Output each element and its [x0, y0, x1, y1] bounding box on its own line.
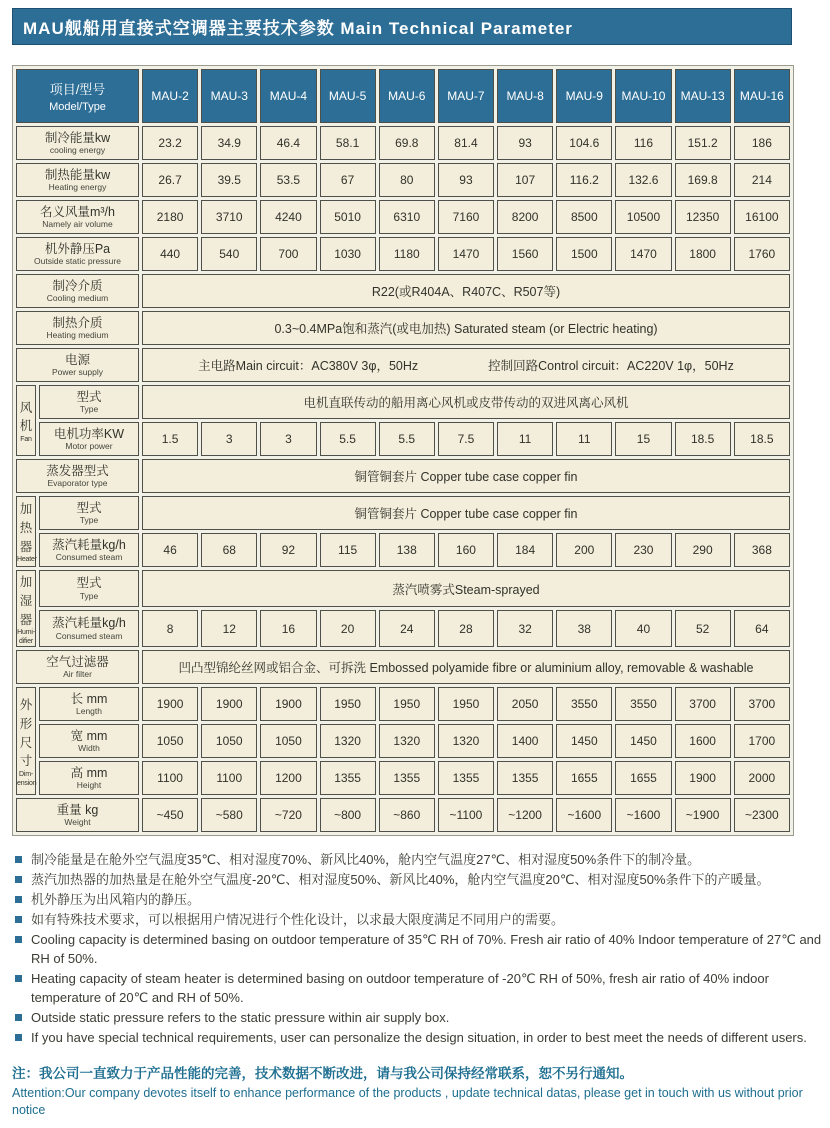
value-cell: 7160	[438, 200, 494, 234]
row-label-en: Outside static pressure	[34, 256, 121, 267]
table-row-cooling-medium	[16, 274, 790, 308]
heater-group-label	[16, 496, 36, 567]
value-cell: 67	[320, 163, 376, 197]
table-row-heating-medium	[16, 311, 790, 345]
row-label	[39, 385, 139, 419]
value-cell: 1050	[142, 724, 198, 758]
model-column-header: MAU-6	[379, 69, 435, 123]
value-cell: 540	[201, 237, 257, 271]
value-cell: 16100	[734, 200, 790, 234]
row-label-zh: 电机功率KW	[53, 426, 125, 441]
value-cell: 440	[142, 237, 198, 271]
value-cell: 290	[675, 533, 731, 567]
square-bullet-icon	[15, 975, 22, 982]
value-cell: 80	[379, 163, 435, 197]
note-text: 蒸汽加热器的加热量是在舱外空气温度-20℃、相对湿度50%、新风比40%，舱内空气温度20℃、相对湿度50%条件下的产暖量。	[31, 872, 770, 888]
footnotes	[12, 850, 822, 1047]
value-cell: 18.5	[675, 422, 731, 456]
value-cell: ~800	[320, 798, 376, 832]
value-cell: 169.8	[675, 163, 731, 197]
attention-note	[12, 1065, 818, 1120]
value-cell: 230	[615, 533, 671, 567]
value-cell: 10500	[615, 200, 671, 234]
note-text: Outside static pressure refers to the static pressure within air supply box.	[31, 1010, 450, 1026]
value-cell: 64	[734, 610, 790, 647]
value-cell: 1400	[497, 724, 553, 758]
value-cell: 1320	[320, 724, 376, 758]
value-cell: 4240	[260, 200, 316, 234]
value-cell: 3710	[201, 200, 257, 234]
row-label-en: Height	[76, 780, 102, 791]
merged-value-cell: 铜管铜套片 Copper tube case copper fin	[142, 459, 790, 493]
value-cell: 3	[260, 422, 316, 456]
value-cell: ~1100	[438, 798, 494, 832]
row-label-en: cooling energy	[49, 145, 106, 156]
value-cell: 1655	[556, 761, 612, 795]
value-cell: 1950	[379, 687, 435, 721]
value-cell: 3550	[556, 687, 612, 721]
power-main-circuit: 主电路Main circuit：AC380V 3φ，50Hz	[198, 359, 419, 373]
table-row-humidifier-steam	[16, 610, 790, 647]
square-bullet-icon	[15, 856, 22, 863]
attention-zh: 注：我公司一直致力于产品性能的完善，技术数据不断改进，请与我公司保持经常联系，恕不另行通知。	[12, 1066, 633, 1082]
group-label-en: Heater	[17, 556, 37, 564]
value-cell: 58.1	[320, 126, 376, 160]
note-item	[12, 890, 822, 909]
value-cell: 46.4	[260, 126, 316, 160]
model-column-header: MAU-4	[260, 69, 316, 123]
row-label-en: Namely air volume	[42, 219, 113, 230]
value-cell: 34.9	[201, 126, 257, 160]
value-cell: 1760	[734, 237, 790, 271]
note-item	[12, 1008, 822, 1027]
value-cell: 2000	[734, 761, 790, 795]
value-cell: 8200	[497, 200, 553, 234]
value-cell: 3	[201, 422, 257, 456]
row-label-en: Heating medium	[46, 330, 109, 341]
value-cell: 214	[734, 163, 790, 197]
value-cell: 8500	[556, 200, 612, 234]
row-label	[39, 724, 139, 758]
model-column-header: MAU-16	[734, 69, 790, 123]
square-bullet-icon	[15, 896, 22, 903]
value-cell: 1355	[379, 761, 435, 795]
value-cell: 93	[497, 126, 553, 160]
value-cell: 93	[438, 163, 494, 197]
value-cell: 23.2	[142, 126, 198, 160]
value-cell: 107	[497, 163, 553, 197]
table-row-heater-steam	[16, 533, 790, 567]
row-label-zh: 重量 kg	[56, 802, 99, 817]
row-label	[39, 761, 139, 795]
value-cell: ~1600	[556, 798, 612, 832]
row-label-zh: 机外静压Pa	[44, 241, 111, 256]
row-label-zh: 长 mm	[70, 691, 108, 706]
group-label-en2: difier	[19, 637, 33, 645]
group-label-zh: 风机	[19, 400, 33, 434]
model-column-header: MAU-3	[201, 69, 257, 123]
table-row-evaporator	[16, 459, 790, 493]
table-row-humidifier-type	[16, 570, 790, 607]
value-cell: 46	[142, 533, 198, 567]
merged-value-cell: 铜管铜套片 Copper tube case copper fin	[142, 496, 790, 530]
row-label-zh: 制冷介质	[52, 278, 103, 293]
value-cell: 15	[615, 422, 671, 456]
row-label-zh: 宽 mm	[70, 728, 108, 743]
value-cell: 1470	[438, 237, 494, 271]
value-cell: ~720	[260, 798, 316, 832]
value-cell: 1950	[438, 687, 494, 721]
value-cell: 20	[320, 610, 376, 647]
value-cell: 1900	[201, 687, 257, 721]
row-label	[16, 200, 139, 234]
model-column-header: MAU-7	[438, 69, 494, 123]
note-item	[12, 850, 822, 869]
value-cell: 1500	[556, 237, 612, 271]
corner-header	[16, 69, 139, 123]
square-bullet-icon	[15, 876, 22, 883]
merged-value-cell: 凹凸型锦纶丝网或铝合金、可拆洗 Embossed polyamide fibre or aluminium alloy, removable & washable	[142, 650, 790, 684]
value-cell: 11	[556, 422, 612, 456]
row-label	[16, 311, 139, 345]
attention-en: Attention:Our company devotes itself to enhance performance of the products , update technical datas, please get in touch with us without prior notice	[12, 1085, 803, 1118]
value-cell: 8	[142, 610, 198, 647]
value-cell: ~1600	[615, 798, 671, 832]
value-cell: 81.4	[438, 126, 494, 160]
value-cell: 11	[497, 422, 553, 456]
note-text: If you have special technical requirements, user can personalize the design situation, in order to best meet the needs of different users.	[31, 1030, 807, 1046]
value-cell: 1100	[201, 761, 257, 795]
row-label-en: Type	[79, 515, 99, 526]
note-text: Heating capacity of steam heater is determined basing on outdoor temperature of -20℃ RH of 50%, fresh air ratio of 40% indoor temperature of 20℃ and RH of 50%.	[31, 971, 769, 1006]
value-cell: 1900	[260, 687, 316, 721]
value-cell: 38	[556, 610, 612, 647]
row-label-en: Cooling medium	[46, 293, 109, 304]
value-cell: 1655	[615, 761, 671, 795]
value-cell: ~2300	[734, 798, 790, 832]
merged-value-cell: 0.3~0.4MPa饱和蒸汽(或电加热) Saturated steam (or Electric heating)	[142, 311, 790, 345]
row-label	[39, 687, 139, 721]
row-label	[16, 274, 139, 308]
table-row-heater-type	[16, 496, 790, 530]
row-label-zh: 制热能量kw	[44, 167, 111, 182]
value-cell: 3700	[675, 687, 731, 721]
model-column-header: MAU-13	[675, 69, 731, 123]
table-row-power-supply	[16, 348, 790, 382]
row-label	[39, 496, 139, 530]
value-cell: 1320	[379, 724, 435, 758]
params-table	[13, 66, 793, 835]
note-item	[12, 969, 822, 1007]
row-label-en: Power supply	[51, 367, 104, 378]
row-label	[16, 348, 139, 382]
group-label-zh: 加热器	[19, 502, 33, 554]
value-cell: 1900	[675, 761, 731, 795]
row-label-en: Consumed steam	[55, 552, 123, 563]
value-cell: 1355	[320, 761, 376, 795]
table-row-weight	[16, 798, 790, 832]
model-column-header: MAU-8	[497, 69, 553, 123]
value-cell: 53.5	[260, 163, 316, 197]
value-cell: 186	[734, 126, 790, 160]
value-cell: 1600	[675, 724, 731, 758]
corner-header-zh: 项目/型号	[49, 82, 106, 97]
value-cell: 7.5	[438, 422, 494, 456]
value-cell: 1950	[320, 687, 376, 721]
row-label	[39, 610, 139, 647]
value-cell: 12	[201, 610, 257, 647]
table-row-motor-power	[16, 422, 790, 456]
row-label-zh: 制冷能量kw	[44, 130, 111, 145]
value-cell: 1450	[556, 724, 612, 758]
value-cell: 368	[734, 533, 790, 567]
note-text: 如有特殊技术要求，可以根据用户情况进行个性化设计，以求最大限度满足不同用户的需要。	[31, 912, 565, 928]
merged-value-cell	[142, 348, 790, 382]
value-cell: 1050	[201, 724, 257, 758]
group-label-zh: 外形尺寸	[19, 698, 33, 769]
value-cell: ~450	[142, 798, 198, 832]
value-cell: 5.5	[320, 422, 376, 456]
row-label	[39, 570, 139, 607]
value-cell: 3700	[734, 687, 790, 721]
value-cell: 69.8	[379, 126, 435, 160]
table-row-cooling	[16, 126, 790, 160]
row-label	[16, 237, 139, 271]
value-cell: 1050	[260, 724, 316, 758]
model-column-header: MAU-5	[320, 69, 376, 123]
model-column-header: MAU-9	[556, 69, 612, 123]
value-cell: 104.6	[556, 126, 612, 160]
note-text: Cooling capacity is determined basing on outdoor temperature of 35℃ RH of 70%. Fresh air ratio of 40% Indoor temperature of 27℃ and RH of 50%.	[31, 932, 822, 967]
value-cell: 26.7	[142, 163, 198, 197]
value-cell: 5.5	[379, 422, 435, 456]
note-item	[12, 910, 822, 929]
value-cell: 1355	[497, 761, 553, 795]
row-label-en: Heating energy	[48, 182, 107, 193]
row-label-en: Weight	[64, 817, 91, 828]
row-label-zh: 型式	[76, 500, 102, 515]
table-row-air-filter	[16, 650, 790, 684]
table-row-static-pressure	[16, 237, 790, 271]
value-cell: ~860	[379, 798, 435, 832]
note-item	[12, 870, 822, 889]
note-item	[12, 1028, 822, 1047]
value-cell: 3550	[615, 687, 671, 721]
table-row-fan-type	[16, 385, 790, 419]
row-label	[39, 533, 139, 567]
row-label-zh: 型式	[76, 389, 102, 404]
table-row-air-volume	[16, 200, 790, 234]
row-label	[16, 459, 139, 493]
page-title: MAU舰船用直接式空调器主要技术参数 Main Technical Parameter	[12, 8, 792, 45]
row-label-zh: 型式	[76, 576, 102, 591]
value-cell: 68	[201, 533, 257, 567]
humidifier-group-label	[16, 570, 36, 647]
value-cell: 115	[320, 533, 376, 567]
value-cell: 1.5	[142, 422, 198, 456]
note-text: 制冷能量是在舱外空气温度35℃、相对湿度70%、新风比40%，舱内空气温度27℃、相对湿度50%条件下的制冷量。	[31, 852, 701, 868]
row-label-en: Width	[78, 743, 100, 754]
row-label-zh: 高 mm	[70, 765, 108, 780]
row-label-en: Type	[79, 590, 99, 601]
value-cell: 138	[379, 533, 435, 567]
header-row	[16, 69, 790, 123]
value-cell: 1800	[675, 237, 731, 271]
value-cell: 200	[556, 533, 612, 567]
value-cell: 1320	[438, 724, 494, 758]
group-label-en: Humi-	[17, 629, 35, 637]
row-label-zh: 蒸汽耗量kg/h	[52, 616, 126, 631]
row-label-zh: 空气过滤器	[46, 654, 109, 669]
value-cell: 1470	[615, 237, 671, 271]
row-label	[16, 650, 139, 684]
value-cell: 28	[438, 610, 494, 647]
value-cell: 151.2	[675, 126, 731, 160]
group-label-en2: ension	[17, 779, 37, 787]
row-label	[16, 126, 139, 160]
value-cell: 160	[438, 533, 494, 567]
table-row-length	[16, 687, 790, 721]
model-column-header: MAU-10	[615, 69, 671, 123]
value-cell: 2180	[142, 200, 198, 234]
row-label-zh: 名义风量m³/h	[39, 204, 115, 219]
row-label	[39, 422, 139, 456]
row-label-zh: 制热介质	[52, 315, 103, 330]
value-cell: 1100	[142, 761, 198, 795]
corner-header-en: Model/Type	[49, 101, 106, 113]
value-cell: ~1200	[497, 798, 553, 832]
value-cell: 6310	[379, 200, 435, 234]
group-label-en: Fan	[20, 436, 32, 444]
merged-value-cell: R22(或R404A、R407C、R507等)	[142, 274, 790, 308]
note-text: 机外静压为出风箱内的静压。	[31, 892, 201, 908]
value-cell: 1700	[734, 724, 790, 758]
value-cell: 1030	[320, 237, 376, 271]
value-cell: 40	[615, 610, 671, 647]
value-cell: 2050	[497, 687, 553, 721]
value-cell: 5010	[320, 200, 376, 234]
value-cell: 1900	[142, 687, 198, 721]
row-label-en: Consumed steam	[55, 630, 123, 641]
value-cell: 32	[497, 610, 553, 647]
model-column-header: MAU-2	[142, 69, 198, 123]
fan-group-label	[16, 385, 36, 456]
value-cell: ~580	[201, 798, 257, 832]
value-cell: 52	[675, 610, 731, 647]
value-cell: 24	[379, 610, 435, 647]
table-row-width	[16, 724, 790, 758]
value-cell: 1355	[438, 761, 494, 795]
value-cell: 116.2	[556, 163, 612, 197]
square-bullet-icon	[15, 916, 22, 923]
row-label-en: Motor power	[65, 441, 113, 452]
value-cell: 1450	[615, 724, 671, 758]
table-row-height	[16, 761, 790, 795]
square-bullet-icon	[15, 1014, 22, 1021]
value-cell: 700	[260, 237, 316, 271]
dimension-group-label	[16, 687, 36, 795]
value-cell: ~1900	[675, 798, 731, 832]
params-table-wrap	[12, 65, 794, 836]
merged-value-cell: 电机直联传动的船用离心风机或皮带传动的双进风离心风机	[142, 385, 790, 419]
row-label-en: Air filter	[63, 669, 92, 680]
row-label-en: Evaporator type	[47, 478, 108, 489]
group-label-zh: 加湿器	[19, 575, 33, 627]
table-row-heating	[16, 163, 790, 197]
row-label-zh: 蒸汽耗量kg/h	[52, 537, 126, 552]
value-cell: 1560	[497, 237, 553, 271]
row-label	[16, 798, 139, 832]
value-cell: 132.6	[615, 163, 671, 197]
power-control-circuit: 控制回路Control circuit：AC220V 1φ，50Hz	[488, 359, 734, 373]
row-label	[16, 163, 139, 197]
value-cell: 18.5	[734, 422, 790, 456]
value-cell: 92	[260, 533, 316, 567]
value-cell: 16	[260, 610, 316, 647]
row-label-zh: 电源	[64, 352, 90, 367]
value-cell: 1200	[260, 761, 316, 795]
note-item	[12, 930, 822, 968]
square-bullet-icon	[15, 936, 22, 943]
value-cell: 1180	[379, 237, 435, 271]
value-cell: 184	[497, 533, 553, 567]
value-cell: 39.5	[201, 163, 257, 197]
row-label-en: Type	[79, 404, 99, 415]
merged-value-cell: 蒸汽喷雾式Steam-sprayed	[142, 570, 790, 607]
row-label-zh: 蒸发器型式	[46, 463, 109, 478]
value-cell: 12350	[675, 200, 731, 234]
group-label-en: Dim-	[19, 771, 33, 779]
value-cell: 116	[615, 126, 671, 160]
square-bullet-icon	[15, 1034, 22, 1041]
row-label-en: Length	[76, 706, 102, 717]
